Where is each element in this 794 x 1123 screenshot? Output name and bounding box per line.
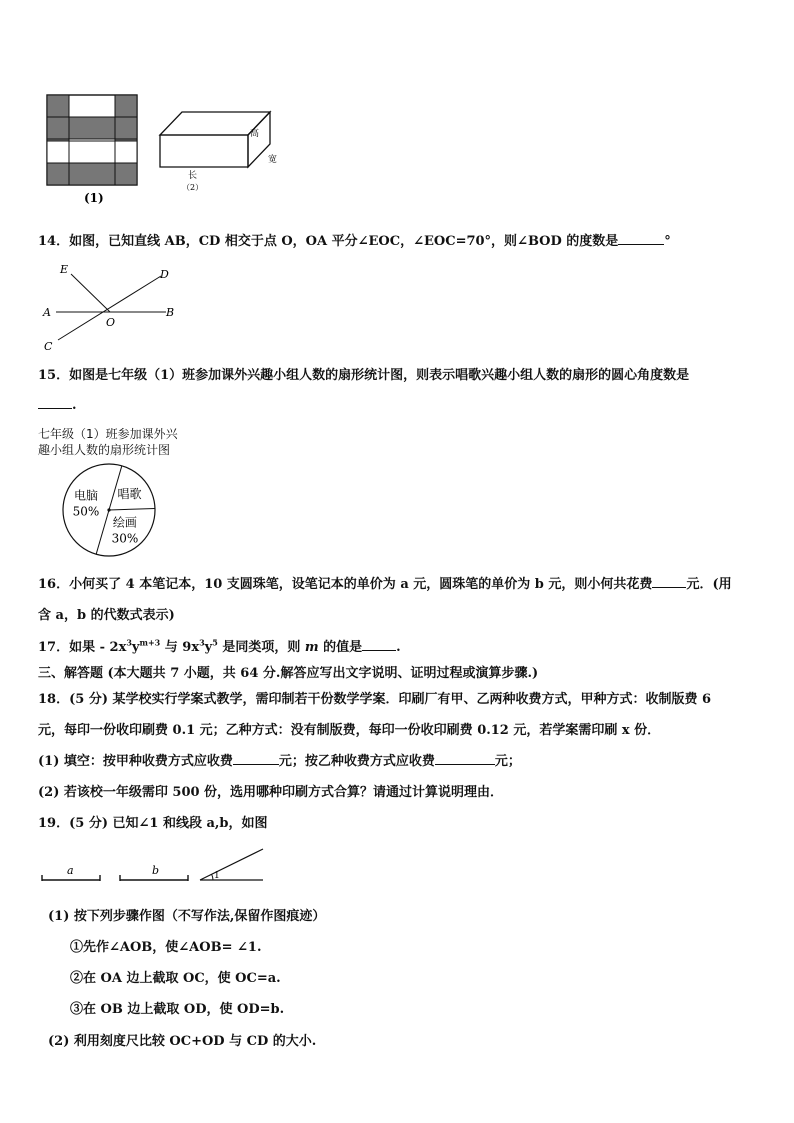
question-16: 16．小何买了 4 本笔记本，10 支圆珠笔，设笔记本的单价为 a 元，圆珠笔的单价为 b 元，则小何共花费 元．(用 (38, 577, 732, 592)
question-19-step1: ①先作∠AOB，使∠AOB= ∠1. (70, 940, 262, 955)
point-d: D (160, 268, 169, 281)
pie-label-2: 绘画 (112, 515, 137, 530)
point-a: A (43, 306, 51, 319)
line-cd (58, 276, 161, 340)
q14-answer-blank[interactable] (618, 232, 664, 245)
q14-text: 14．如图，已知直线 AB，CD 相交于点 O，OA 平分∠EOC，∠EOC=70°，则∠BOD 的度数是 (38, 234, 619, 249)
segment-a-label: a (67, 864, 74, 877)
q15-answer-line: . (38, 396, 77, 413)
question-18-part1: (1) 填空：按甲种收费方式应收费 元；按乙种收费方式应收费 元； (38, 754, 521, 769)
q14-figure (38, 258, 188, 354)
question-18-line1: 18．(5 分) 某学校实行学案式教学，需印制若干份数学学案．印刷厂有甲、乙两种收费方式，甲种方式：收制版费 6 (38, 692, 712, 707)
pie-center (107, 508, 110, 511)
question-18-part2: (2) 若该校一年级需印 500 份，选用哪种印刷方式合算？请通过计算说明理由． (38, 785, 504, 800)
section-3-heading: 三、解答题 (本大题共 7 小题，共 64 分.解答应写出文字说明、证明过程或演算步骤.) (38, 666, 539, 681)
pie-value-label-2: 30% (111, 531, 139, 546)
point-o: O (106, 316, 116, 329)
question-19-line1: 19．(5 分) 已知∠1 和线段 a,b，如图 (38, 816, 268, 831)
question-18-line2: 元，每印一份收印刷费 0.1 元；乙种方式：没有制版费，每印一份收印刷费 0.12 元，若学案需印刷 x 份． (38, 723, 661, 738)
question-14 (38, 230, 671, 249)
pie-label-1: 唱歌 (117, 487, 142, 502)
cuboid-width-label: 宽 (268, 155, 278, 165)
pie-value-label-0: 50% (72, 504, 100, 519)
angle-1-label: 1 (214, 871, 220, 881)
question-19-part1: (1) 按下列步骤作图（不写作法,保留作图痕迹） (48, 909, 326, 924)
q13-figure (40, 90, 280, 210)
pie-boundary-1 (109, 509, 155, 510)
q16-answer-blank[interactable] (652, 575, 686, 588)
cuboid-diagram (160, 112, 270, 167)
q19-figure (38, 844, 278, 888)
point-e: E (60, 263, 69, 276)
fig13-label-2: （2） (182, 183, 204, 192)
cuboid-height-label: 高 (250, 129, 260, 139)
point-c: C (44, 340, 53, 353)
question-19-step2: ②在 OA 边上截取 OC，使 OC=a. (70, 971, 281, 986)
q14-degree: ° (664, 234, 671, 249)
q18-blank-b[interactable] (435, 752, 495, 765)
q17-answer-blank[interactable] (362, 638, 396, 651)
angle-1 (200, 849, 263, 880)
q18-blank-a[interactable] (233, 752, 279, 765)
net-diagram (47, 95, 137, 185)
question-19-step3: ③在 OB 边上截取 OD，使 OD=b. (70, 1002, 285, 1017)
point-b: B (166, 306, 175, 319)
question-19-part2: (2) 利用刻度尺比较 OC+OD 与 CD 的大小. (48, 1034, 317, 1049)
pie-chart (56, 460, 166, 560)
question-15: 15．如图是七年级（1）班参加课外兴趣小组人数的扇形统计图，则表示唱歌兴趣小组人数的扇形的圆心角度数是 (38, 368, 690, 383)
fig13-label-1: (1) (84, 191, 104, 205)
question-17: 17．如果 - $2x^3y^{m+3}$ 与 $9x^3y^5$ 是同类项，则 m 的值是 . (38, 637, 401, 655)
ray-oe (71, 274, 110, 312)
pie-label-0: 电脑 (73, 488, 98, 503)
cuboid-length-label: 长 (188, 171, 198, 181)
question-16-line2: 含 a，b 的代数式表示) (38, 608, 175, 623)
q15-answer-blank[interactable] (38, 396, 72, 409)
pie-chart-title-2: 趣小组人数的扇形统计图 (38, 443, 171, 457)
pie-chart-title-1: 七年级（1）班参加课外兴 (38, 427, 178, 441)
segment-b-label: b (152, 864, 160, 877)
